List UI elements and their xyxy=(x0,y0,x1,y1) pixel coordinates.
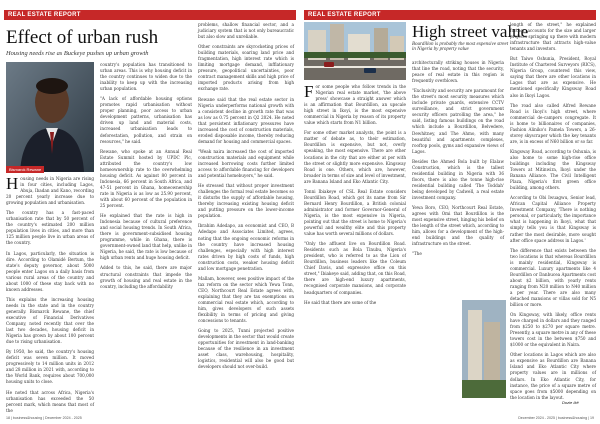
paragraph: Mallam, however, sees positive impact of the tax reform on the sector which Yewa Tonn, CEO, Northcourt Real Estate agrees with, explaining that they are tax exemptions on commercial real estate which, according to him, gives developers of such assets flexibility in terms of pricing and giving concessions to tenants. xyxy=(198,275,294,324)
paragraph: For some people who follow trends in the Nigerian real estate market, 'the above press' showcase a straight answer which is an affirmation that Bourdillon, an upscale high street in Ikoyi, is the most expensive commercial in Nigeria by reason of its property value which starts from N1 billion. xyxy=(304,82,406,126)
column-3 xyxy=(198,22,294,374)
column-1 xyxy=(304,84,406,310)
paragraph: Housing needs in Nigeria are rising in four cities, including Lagos, Abuja, Ibadan and Kano, recording 20 percent yearly increase due to growing population and urbanisation. xyxy=(6,174,94,206)
page-footer: 18 | business&housing | December 2024 - 2025 xyxy=(6,416,82,420)
paragraph: Other locations in Lagos which are also as expensive as Bourdillon are Banana Island and Eko Atlantic City where property values are in millions of dollars. In Eko Atlantic City, for instance, the price of a square metre of space goes from $5000 depending on the location in the layout. xyxy=(510,352,596,400)
paragraph: He said that there are some of the xyxy=(304,299,377,305)
paragraph: He explained that the rate is high in Indonesia because of cultural preference and social housing trends. In South Africa, there is government-subsidised housing programme, while in Ghana, there is government-owned land that help, unlike in Nigeria, he said, the rate is low because of high urban rents and huge housing deficit. xyxy=(100,213,192,261)
column-2 xyxy=(100,62,192,294)
paragraph: Kingsway Road, according to Oshunia, is also home to some high-rise office buildings including the Kingsway Towers at Mitinwira, Ikoyi under the Banana Alliance. The Civil Intelligent Plaza, Nigeria's first green office building, among others. xyxy=(510,148,596,191)
headline: High street value xyxy=(412,22,529,41)
paragraph: In Lagos, particularly, the situation is dire. According to Olamidé Bertum, the state's deputy governor, about 5000 people enter Lagos on a daily basis from various rural areas of the country and about 1000 of these stay back with no known addresses. xyxy=(6,250,94,292)
paragraph: Tonni Ibiakeye of CSL Real Estate considers Bourdillon Road, which got its name from Sir Bernard Henry Bourdillon, a British colonial administrator and former Governor-General of Nigeria, is the most expensive in Nigeria, pointing out that the street is home to Nigeria's powerful and wealthy elite and this property value has worth several millions of dollars. xyxy=(304,188,406,237)
page-footer: December 2024 - 2025 | business&housing | 19 xyxy=(518,416,594,420)
section-label: REAL ESTATE REPORT xyxy=(8,12,81,18)
paragraph: problems, shallow financial sector, and a judiciary system that is not only bureaucratic but also slow and unreliable. xyxy=(198,22,294,40)
paragraph: According to Obi Iwuagwu, Senior lead, African Capital Alliance Property Investment Company, 'There is nothing personal, or particularly, the importance what is happening in Ikoyi, what that simply tells you is that Kingsway is rather the most desirable, more sought after office space address in Lagos.' xyxy=(510,195,596,243)
paragraph: He noted that across Africa, Nigeria's urbanisation has exceeded the 50 percent mark, which means that most of the xyxy=(6,389,94,413)
photo-caption: Bismarck Rewane xyxy=(6,166,44,173)
paragraph: "Weak naira increased the cost of imported construction materials and equipment while increased borrowing costs further limited access to affordable financing for developers and potential homebuyers," he said. xyxy=(198,148,294,179)
paragraph: But Taiwo Oshunia, President, Royal Institute of Chartered Surveyors (RICS), Nigeria Group, countered this view, saying that there are other locations in Lagos that are as expensive. He mentioned specifically Kingsway Road also in Ikoyi Lagos. xyxy=(510,56,596,98)
dropcap: F xyxy=(304,82,314,101)
paragraph: The country has a fast-paced urbanisation rate that by 50 percent of the country's estimated 200 million population lives in cities, and more than 125 million people live in urban areas of the country. xyxy=(6,210,94,246)
paragraph: architecturally striking houses in Nigeria that line the road, noting that the security, peace of real estate in this region is frequently overblown. xyxy=(412,60,504,84)
paragraph: Rewane said that the real estate sector in Nigeria underperforms national growth with a consistent decline in growth rate that was as low as 0.75 percent in Q2 2024. He noted that persistent inflationary pressures have increased the cost of construction materials, eroded disposable income, thereby reducing demand for housing and commercial spaces. xyxy=(198,96,294,144)
paragraph: Other constraints are skyrocketing prices of building materials, soaring land price and fragmentation, high interest rate which is limiting mortgage demand, infflationary pressure, geopolitical uncertainties, poor contract management skills and high price of imported products arising from high exchange rate. xyxy=(198,44,294,92)
paragraph: Rewane, who spoke at an Annual Real Estate Summit hosted by UPDC Plc, attributed the country's low homeownership rate to the overwhelming housing deficit. As against 80 percent in Indonesia, 66 percent in South Africa, and 47-51 percent in Ghana, homeownership rate in Nigeria is as low as 25.90 percent, with about 60 percent of the population in 25 percent. xyxy=(100,148,192,209)
column-2 xyxy=(412,60,504,261)
portrait-photo-image xyxy=(6,62,94,172)
portrait-photo xyxy=(6,62,94,172)
paragraph: For some other market analysts, the point is a matter of debate as, to their estimation, Bourdillon is expensive, but not, overly speaking, the most expensive. There are other locations in the city that are either at per with the street or slightly more expensive. Kingsway Road is one. Others, which are, however, broader in terms of size and level of investment, are Banana Island and Eko Atlantic City. xyxy=(304,130,406,184)
street-photo xyxy=(304,22,406,80)
inset-photo-image xyxy=(462,300,506,398)
column-1 xyxy=(6,176,94,418)
paragraph: "A lack of affordable housing options promotes rapid urbanisation without proper planning, poor access to urban development patterns, urbanisation has driven up land and material costs, increased urbanisation leads to deforestation, pollution, and strain on resources," he said. xyxy=(100,96,192,144)
paragraph: "Only the affluent live on Bourdillon Road. Residents such as Bola Tinubu, Nigeria's president, who is referred to as the Lion of Bourdillon, business leaders like the Coleum Chief Davis, and expressive office on this street," Ibiakeye said, adding that, on this Road, there are high-end luxury apartments, recognised corporate mansions, and corporate headquarters of companies. xyxy=(304,241,406,295)
paragraph: Going to 2025, Tunni projected positive developments in the sector that would create opportunities for investment in land-banking because of the resilience in an investment asset class, warehousing, hospitality, logistics, residential will also be good but developers should not over-build. xyxy=(198,328,294,370)
paragraph: Added to this, he said, there are major structural constraints that impede the growth of housing and real estate in the country, including the affordability xyxy=(100,265,192,289)
paragraph: By 1950, he said, the country's housing deficit was seven million. It moved progressively to 14 million units in 2012 and 28 million in 2021 with, according to the World Bank, requires about 700,000 housing units to close. xyxy=(6,349,94,385)
paragraph: The difference that exists between the two locations is that whereas Bourdillon is mainly residential, Kingsway is commercial. Luxury apartments like 4 Bourdillon or Danbucea Apartments cost about $2 billion, with yearly rents ranging from N20 million to N40 million a per year. There are also many detached mansions or villas sold for N5 billion or more. xyxy=(510,247,596,308)
column-3 xyxy=(510,22,596,405)
paragraph: country's population has transitioned to urban areas. This is why housing deficit in the country continues to widen due to the inability to keep up with the increasing urban population. xyxy=(100,62,192,92)
paragraph: Ibrahim Adedapo, an economist and CEO, B Adedapo and Associates Limited, agrees, noting that the ongoing economic reforms in the country have increased housing challenges, especially with high interest rates driven by high costs of funds, high construction costs, weaker housing deficit and low mortgage penetration. xyxy=(198,223,294,271)
paragraph: Yewa Boro, CEO, Northcourt Real Estate, agrees with Omi that Bourdillon is the most expensive street, hinging his belief on the length of the street which, according to him, allows for a development of the high-end buildings and the quality of infrastructure on the street. xyxy=(412,205,504,247)
paragraph: "Exclusivity and security are paramount for the street's most security measures which include private guards, extensive CCTV surveillance, and strict government security officers patrolling the area," he said, listing famous buildings on the road which include a Bourdillon, Belvedere, Dewhitney, and The Ahmo, with many beautiful and apartments complexes, rooftop pools, gyms and expansive views of Lagos. xyxy=(412,88,504,154)
section-label: REAL ESTATE REPORT xyxy=(308,12,381,18)
paragraph: length of the street," he explained further, accounts for the size and larger projects springing up there with modern infrastructure that attracts high-value tenants and investors. xyxy=(510,22,596,52)
author-signature: Dozie Ikĕ xyxy=(562,400,579,405)
inset-photo xyxy=(462,300,506,398)
paragraph: Besides the Ahmed Bola built by Elalaw Construction, which is the tallest residential building in Nigeria with 36 floors, there is also the tonne high-rise residential building called 'The Toddah' being developed by Cadwell, a real estate investment company. xyxy=(412,158,504,200)
paragraph: The road also called Alfred Rewane Road is Ikoyi's high street, where commercial de-campers congregate. It is home to billionaires of companies, Fashion Aliniko's Pamela Towers, a 26-storey skyscraper which the key tenants are, is in excess of N60 billion or so far. xyxy=(510,102,596,144)
paragraph: On Kingsway, with likely, office rents have charged in dollars and they ranged from $250 to $270 per square metre. Presently, a square metre in any of these towers cost in the between $750 and $1000 or the equivalent in Naira. xyxy=(510,312,596,348)
paragraph: This explains the increasing housing needs in the state and in the country generally. Bismarck Rewane, the chief executive of Financial Derivatives Company, noted recently that over the last two decades, housing deficit in Nigeria has grown by about 100 percent due to rising urbanisation. xyxy=(6,296,94,345)
right-page xyxy=(300,0,600,424)
paragraph: "The xyxy=(412,251,422,257)
paragraph: He stressed that without proper investment challenges the formal real estate becomes so it disturbs the supply of affordable housing, thereby increasing existing housing deficit and putting pressure on the lower-income population. xyxy=(198,183,294,219)
deck: Housing needs rise as Buckeye pushes up urban growth xyxy=(6,50,149,57)
headline: Effect of urban rush xyxy=(6,27,159,48)
street-photo-image xyxy=(304,22,406,80)
deck: Bourdillon is probably the most expensive street in Nigeria by property value xyxy=(412,42,509,52)
dropcap: H xyxy=(6,174,19,193)
